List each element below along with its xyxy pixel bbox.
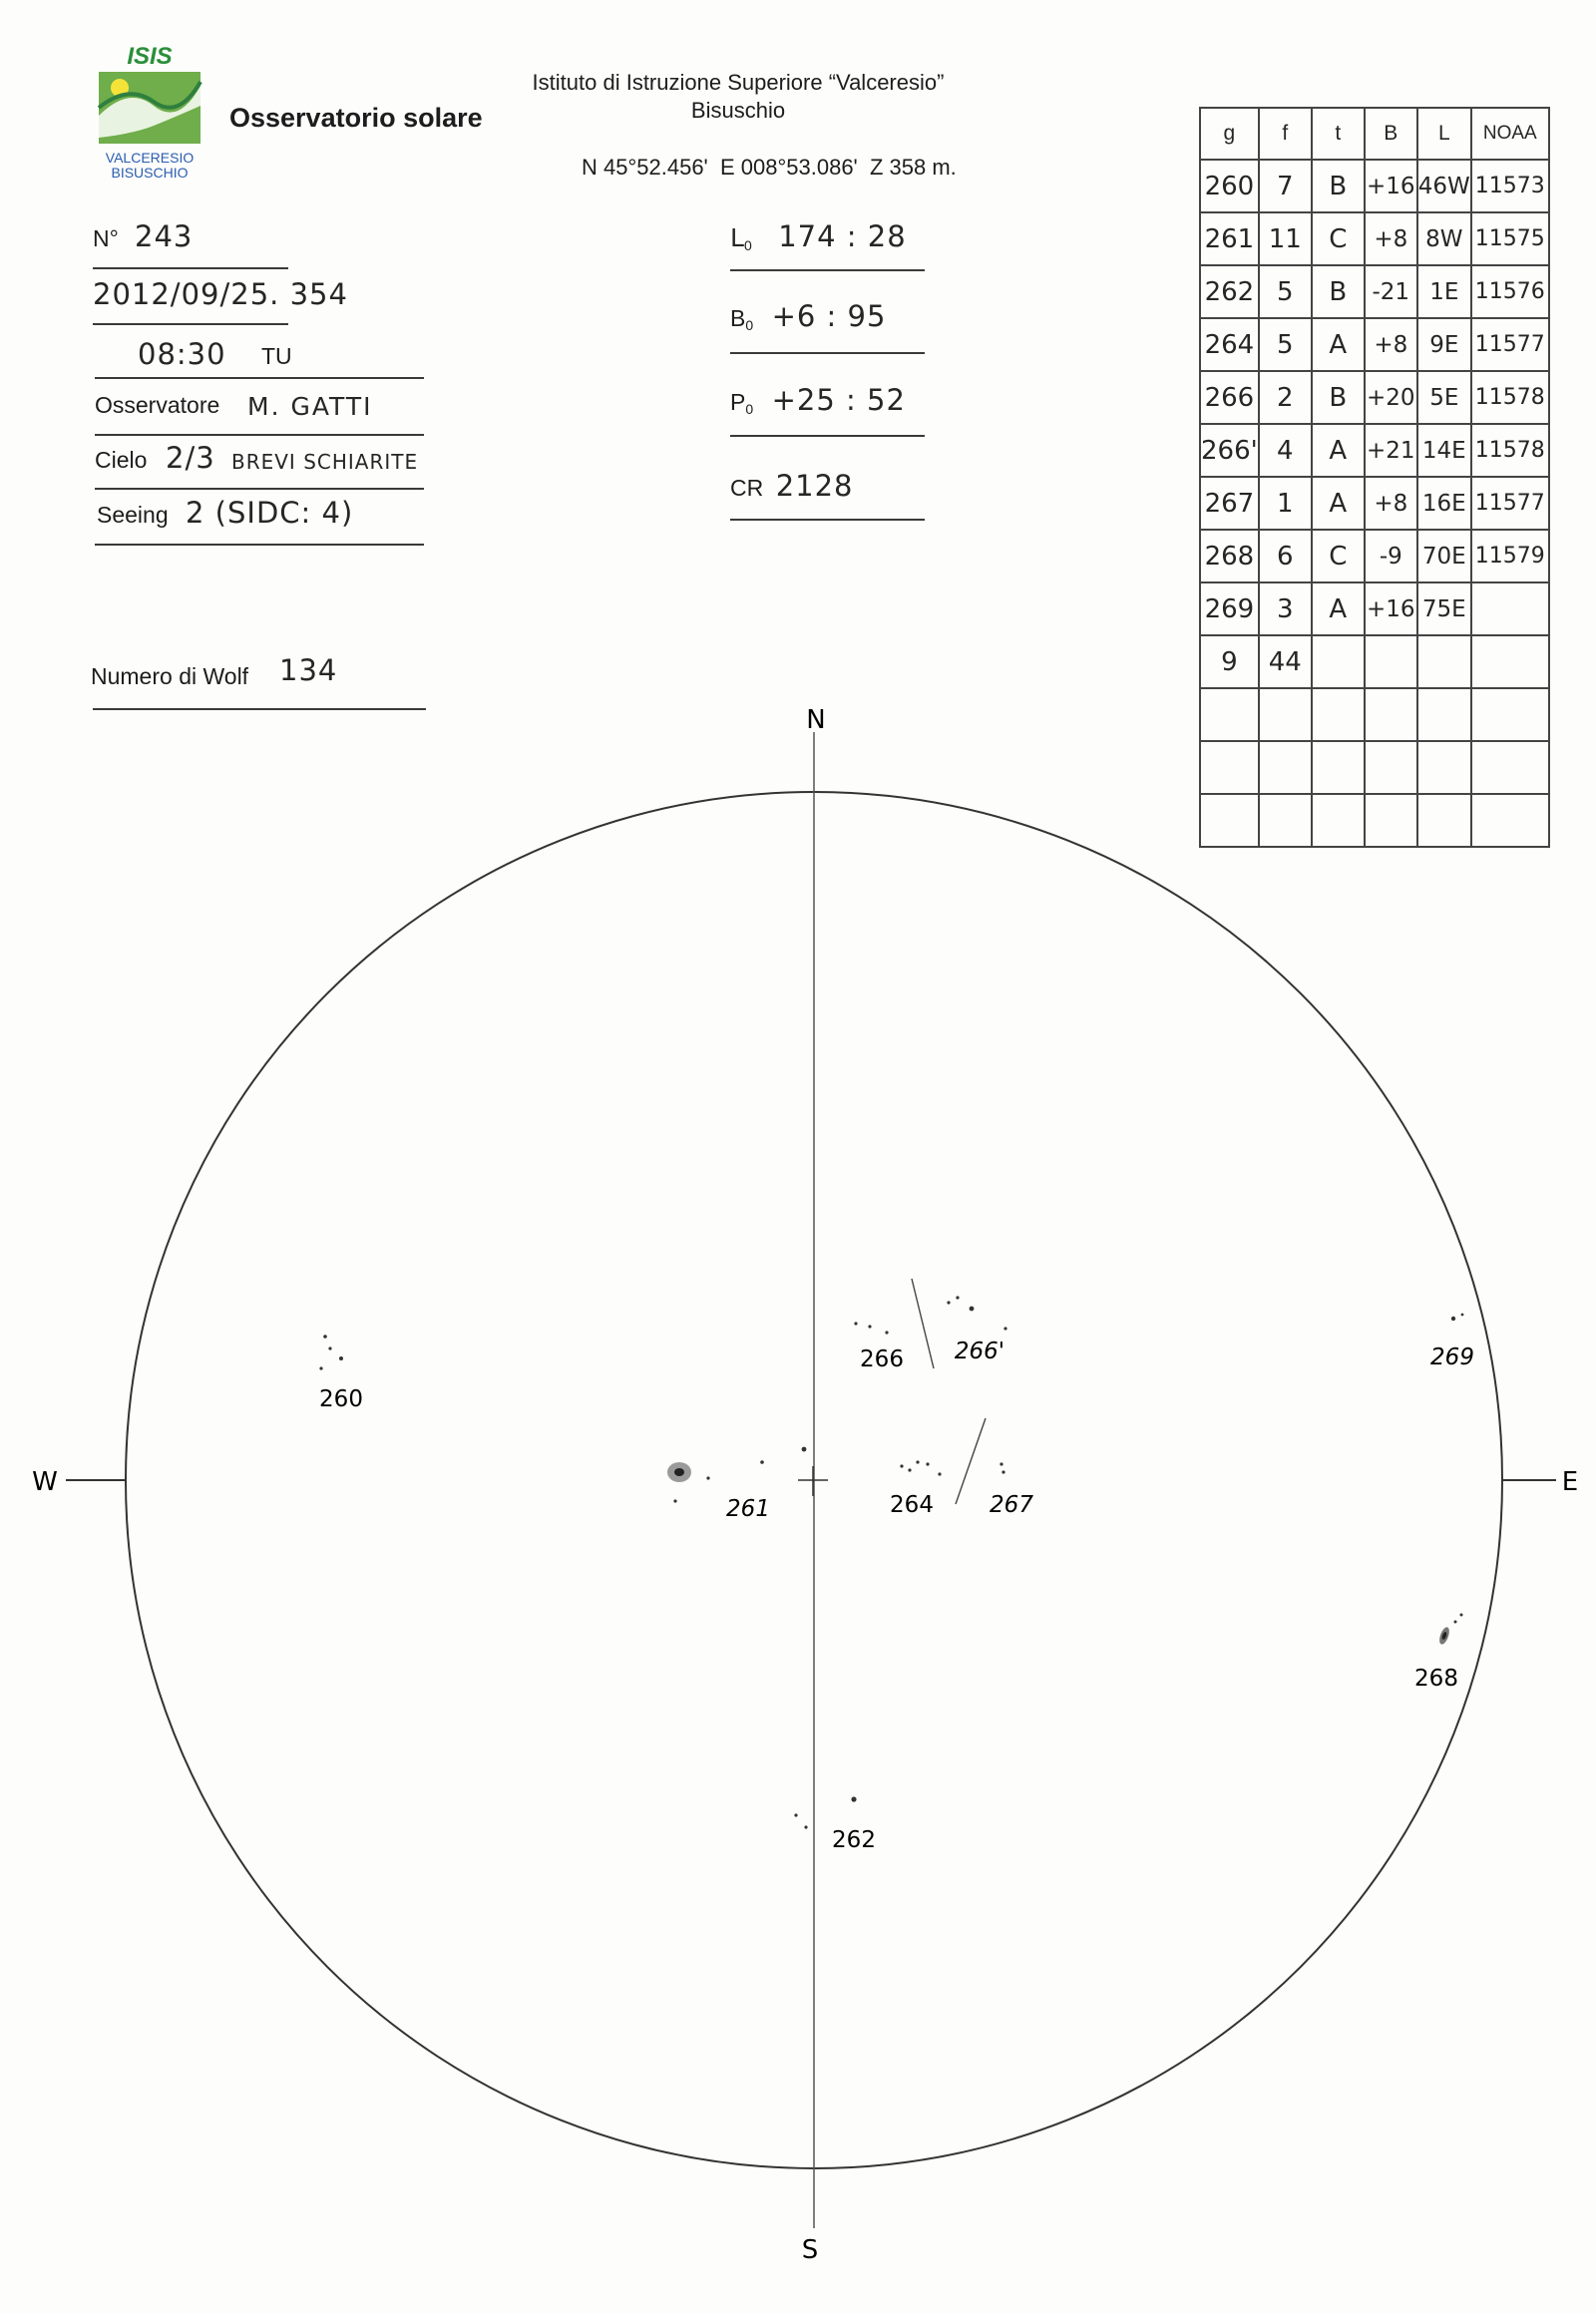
group-label-269: 269: [1430, 1345, 1474, 1370]
cell-l: 70E: [1417, 530, 1471, 582]
b0-sub: 0: [745, 317, 754, 334]
number-label: N°: [93, 225, 119, 251]
cell-b: +8: [1365, 477, 1417, 530]
north-label: N: [806, 705, 826, 735]
sunspot-group-269-spots: [1451, 1314, 1464, 1322]
sky-note: BREVI SCHIARITE: [231, 450, 419, 474]
cell-l: 5E: [1417, 371, 1471, 424]
cell-t: B: [1312, 265, 1365, 318]
cell-b: -9: [1365, 530, 1417, 582]
cell-b: +20: [1365, 371, 1417, 424]
group-label-264: 264: [890, 1492, 934, 1518]
east-label: E: [1561, 1467, 1579, 1497]
cell-t: C: [1312, 212, 1365, 265]
logo-line1: VALCERESIO: [105, 150, 195, 166]
cell-noaa: 11578: [1471, 424, 1549, 477]
group-label-261: 261: [726, 1496, 770, 1522]
p0-label: P: [730, 389, 746, 415]
l0-sub: 0: [743, 237, 752, 254]
sunspot-group-261-spots: [667, 1447, 806, 1503]
cell-f: 44: [1259, 635, 1312, 688]
wolf-label: Numero di Wolf: [91, 663, 249, 689]
cell-t: A: [1312, 477, 1365, 530]
institute-name: Istituto di Istruzione Superiore “Valceresio”: [532, 70, 945, 95]
cell-t: A: [1312, 318, 1365, 371]
page-title: Osservatorio solare: [229, 103, 483, 133]
cell-l: 9E: [1417, 318, 1471, 371]
seeing-label: Seeing: [97, 502, 169, 528]
cell-f: 5: [1259, 265, 1312, 318]
p0-sub: 0: [745, 401, 754, 418]
sunspot-group-268-spots: [1437, 1614, 1462, 1646]
cell-f: 4: [1259, 424, 1312, 477]
sunspot-group-262-spots: [794, 1796, 856, 1828]
cell-noaa: 11575: [1471, 212, 1549, 265]
group-label-262: 262: [832, 1827, 876, 1853]
sunspot-group-267-spots: [999, 1462, 1004, 1473]
b0-value: +6 : 95: [771, 299, 887, 333]
cell-l: 46W: [1417, 160, 1471, 212]
cell-f: 1: [1259, 477, 1312, 530]
header-l: L: [1417, 108, 1471, 160]
l0-value: 174 : 28: [778, 219, 907, 253]
cell-g: 264: [1200, 318, 1259, 371]
observatory-coordinates: N 45°52.456' E 008°53.086' Z 358 m.: [582, 155, 957, 180]
cell-g: 260: [1200, 160, 1259, 212]
logo-top-text: ISIS: [127, 46, 173, 70]
cell-t: C: [1312, 530, 1365, 582]
cell-t: A: [1312, 582, 1365, 635]
group-label-266: 266: [860, 1347, 904, 1372]
sunspot-group-266-spots: [854, 1322, 888, 1334]
cell-l: 16E: [1417, 477, 1471, 530]
group-separator-266: [912, 1279, 934, 1368]
cell-b: -21: [1365, 265, 1417, 318]
date-value: 2012/09/25. 354: [93, 277, 348, 311]
cell-noaa: 11577: [1471, 318, 1549, 371]
wolf-value: 134: [279, 653, 338, 687]
sky-label: Cielo: [95, 447, 148, 473]
institute-town: Bisuschio: [690, 98, 786, 123]
cell-b: +16: [1365, 582, 1417, 635]
header-noaa: NOAA: [1471, 108, 1549, 160]
cell-f: 3: [1259, 582, 1312, 635]
cell-g: 269: [1200, 582, 1259, 635]
l0-label: L: [730, 223, 744, 252]
west-label: W: [32, 1467, 58, 1497]
sky-value: 2/3: [166, 441, 215, 475]
cell-g: 261: [1200, 212, 1259, 265]
cell-l: 1E: [1417, 265, 1471, 318]
cell-l: 75E: [1417, 582, 1471, 635]
cell-t: B: [1312, 371, 1365, 424]
group-label-267: 267: [990, 1492, 1033, 1518]
number-value: 243: [135, 219, 194, 253]
header-t: t: [1312, 108, 1365, 160]
p0-value: +25 : 52: [771, 383, 906, 417]
header-b: B: [1365, 108, 1417, 160]
seeing-value: 2 (SIDC: 4): [186, 496, 354, 530]
cell-f: 5: [1259, 318, 1312, 371]
cell-f: 2: [1259, 371, 1312, 424]
cell-noaa: 11578: [1471, 371, 1549, 424]
cell-g: 9: [1200, 635, 1259, 688]
time-unit: TU: [261, 343, 292, 369]
sunspot-group-264-spots: [900, 1460, 941, 1475]
cell-l: 14E: [1417, 424, 1471, 477]
group-label-268: 268: [1414, 1666, 1458, 1692]
sunspot-group-260-spots: [319, 1335, 343, 1369]
group-separator-264: [956, 1418, 986, 1504]
cell-b: +21: [1365, 424, 1417, 477]
cell-noaa: 11579: [1471, 530, 1549, 582]
cell-t: A: [1312, 424, 1365, 477]
cell-f: 7: [1259, 160, 1312, 212]
header-g: g: [1200, 108, 1259, 160]
cell-g: 266': [1200, 424, 1259, 477]
time-value: 08:30: [138, 337, 226, 371]
observer-value: M. GATTI: [247, 392, 373, 421]
cell-b: +8: [1365, 318, 1417, 371]
logo-line2: BISUSCHIO: [111, 165, 189, 181]
cell-noaa: 11577: [1471, 477, 1549, 530]
cell-t: B: [1312, 160, 1365, 212]
cell-f: 11: [1259, 212, 1312, 265]
sunspot-group-266b-spots: [947, 1296, 1006, 1330]
group-label-260: 260: [319, 1386, 363, 1412]
cell-noaa: 11573: [1471, 160, 1549, 212]
south-label: S: [801, 2235, 819, 2265]
b0-label: B: [730, 305, 746, 331]
cell-noaa: 11576: [1471, 265, 1549, 318]
cell-g: 262: [1200, 265, 1259, 318]
group-label-266b: 266': [954, 1339, 1005, 1364]
observer-label: Osservatore: [95, 392, 220, 418]
cr-value: 2128: [775, 469, 854, 503]
cell-b: +8: [1365, 212, 1417, 265]
cell-l: 8W: [1417, 212, 1471, 265]
header-f: f: [1259, 108, 1312, 160]
cell-b: +16: [1365, 160, 1417, 212]
cell-f: 6: [1259, 530, 1312, 582]
cr-label: CR: [730, 475, 764, 501]
cell-g: 268: [1200, 530, 1259, 582]
cell-g: 266: [1200, 371, 1259, 424]
cell-g: 267: [1200, 477, 1259, 530]
